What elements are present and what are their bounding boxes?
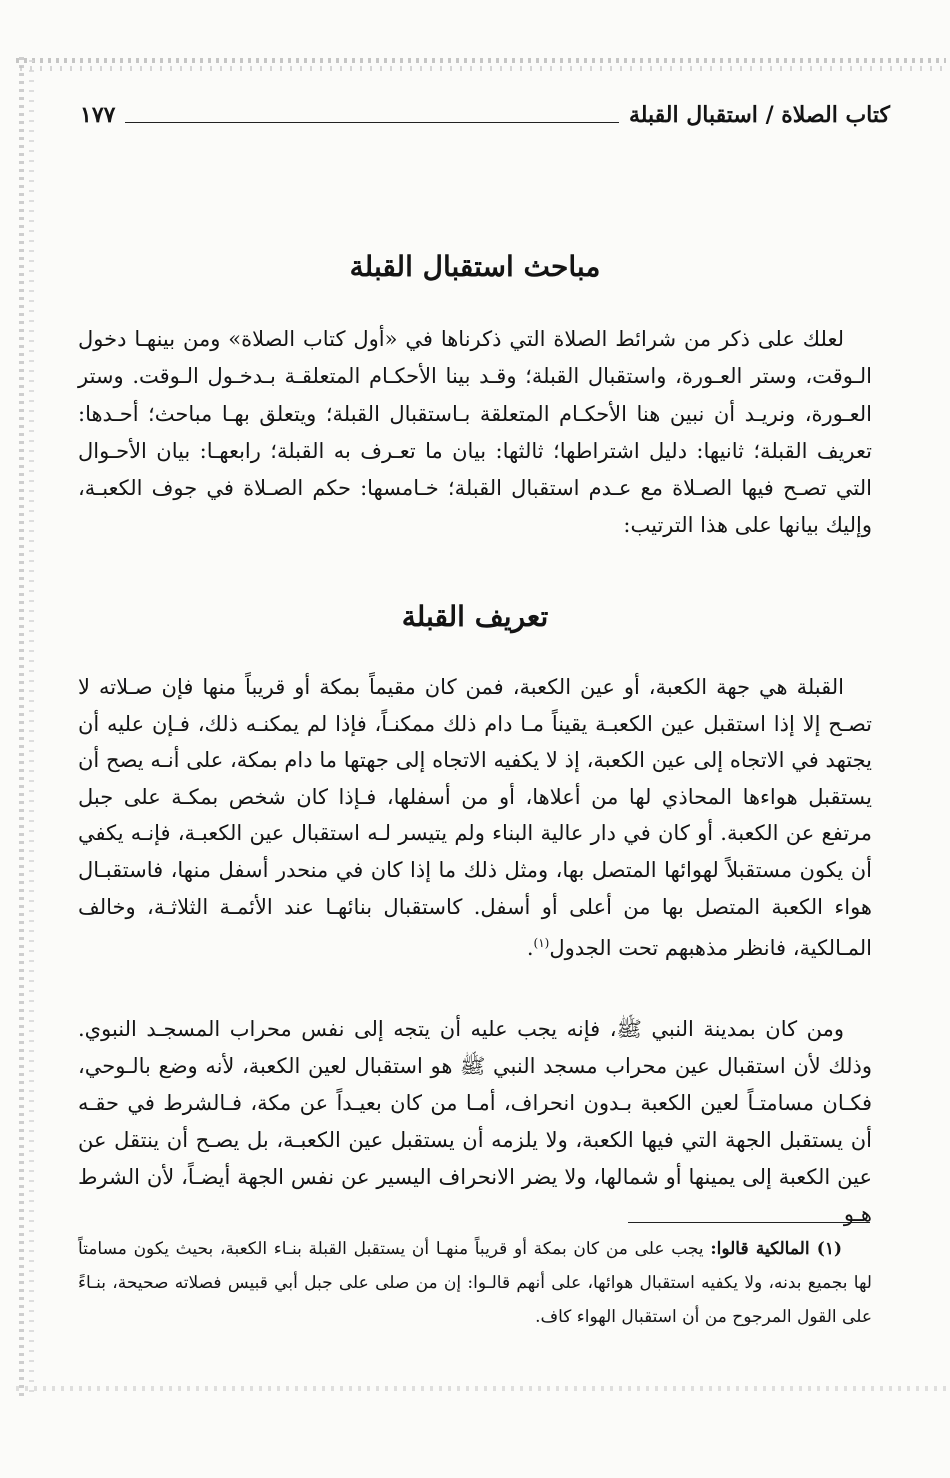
book-section-title: كتاب الصلاة / استقبال القبلة <box>628 102 890 128</box>
definition-paragraph <box>78 669 872 967</box>
intro-paragraph: لعلك على ذكر من شرائط الصلاة التي ذكرناها في «أول كتاب الصلاة» ومن بينهـا دخول الـوقت، وستر العـورة، واستقبال القبلة؛ وقـد بينا الأحكـام المتعلقـة بـدخـول الـوقت. وستر العـورة، ونريـد أن نبين هنا الأحكـام المتعلقة بـاستقبال القبلة؛ ويتعلق بهـا مباحث؛ أحـدها: تعريف القبلة؛ ثانيها: دليل اشتراطها؛ ثالثها: بيان ما تعـرف به القبلة؛ رابعهـا: بيان الأحـوال التي تصـح فيها الصـلاة مع عـدم استقبال القبلة؛ خـامسها: حكم الصـلاة في جوف الكعبـة، وإليك بيانها على هذا الترتيب: <box>78 327 872 538</box>
definition-paragraph-text: القبلة هي جهة الكعبة، أو عين الكعبة، فمن كان مقيماً بمكة أو قريباً منها فإن صـلاته لا تصـح إلا إذا استقبل عين الكعبـة يقيناً مـا دام ذلك ممكنـاً، فإذا لم يمكنـه ذلك، فـإن عليه أن يجتهد في الاتجاه إلى عين الكعبة، إذ لا يكفيه الاتجاه إلى جهتها ما دام بمكة، على أنـه يصح أن يستقبل هواءها المحاذي لها من أعلاها، أو من أسفلها، فـإذا كان شخص بمكـة على جبل مرتفع عن الكعبة. أو كان في دار عالية البناء ولم يتيسر لـه استقبال عين الكعبـة، فإنـه يكفي أن يكون مستقبلاً لهوائها المتصل بها، ومثل ذلك ما إذا كان في منحدر أسفل منها، فاستقبـال هواء الكعبة المتصل بها من أعلى أو أسفل. كاستقبال بنائهـا عند الأئمـة الثلاثـة، وخالف المـالكية، فانظر مذهبهم تحت الجدول <box>78 675 872 961</box>
footnote-label: (١) المالكية قالوا: <box>710 1239 842 1259</box>
definition-paragraph-end: . <box>526 936 534 961</box>
section-heading-qibla-topics: مباحث استقبال القبلة <box>349 250 601 283</box>
running-header <box>80 98 890 132</box>
footnote <box>78 1232 872 1334</box>
section-heading-qibla-definition: تعريف القبلة <box>401 600 549 633</box>
footnote-reference: (١) <box>533 936 550 951</box>
medina-paragraph: ومن كان بمدينة النبي ﷺ، فإنه يجب عليه أن يتجه إلى نفس محراب المسجـد النبوي. وذلك لأن استقبال عين محراب مسجد النبي ﷺ هو استقبال لعين الكعبة، لأنه وضع بالـوحي، فكـان مسامتـاً لعين الكعبة بـدون انحراف، أمـا من كان بعيـداً عن مكة، فـالشرط في حقـه أن يستقبل الجهة التي فيها الكعبة، ولا يلزمه أن يستقبل عين الكعبـة، بل يصـح أن ينتقل عن عين الكعبة إلى يمينها أو شمالها، ولا يضر الانحراف اليسير عن نفس الجهة أيضـاً، لأن الشرط هـو <box>78 1017 872 1226</box>
decorative-border-bottom <box>16 1382 946 1396</box>
decorative-border-top <box>16 56 946 74</box>
page-number: ١٧٧ <box>80 102 116 128</box>
footnote-text: يجب على من كان بمكة أو قريباً منهـا أن يستقبل القبلة بنـاء الكعبة، بحيث يكون مسامتاً لها بجميع بدنه، ولا يكفيه استقبال هوائها، على أنهم قالـوا: إن من صلى على جبل أبي قبيس فصلاته صحيحة، بنـاءً على القول المرجوح من أن استقبال الهواء كاف. <box>78 1239 872 1327</box>
footnote-separator <box>628 1222 870 1223</box>
header-rule <box>125 122 619 123</box>
